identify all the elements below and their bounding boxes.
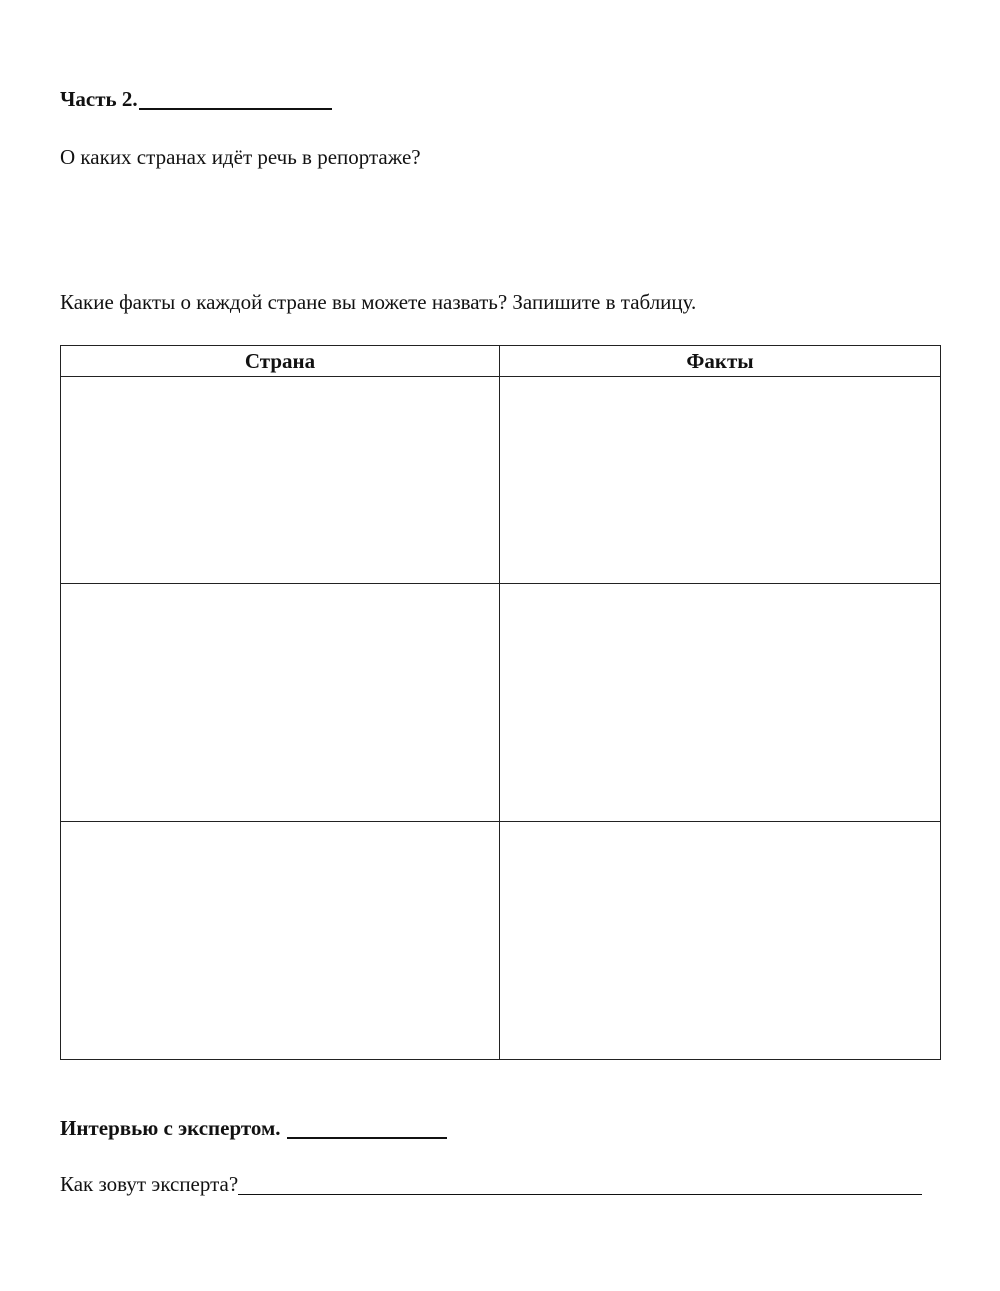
part-answer-blank[interactable]: [139, 107, 332, 110]
facts-table: [60, 345, 941, 1060]
facts-cell[interactable]: [500, 584, 941, 822]
part-heading: [60, 87, 332, 112]
expert-name-blank[interactable]: [238, 1193, 922, 1195]
expert-question-line: [60, 1172, 922, 1197]
interview-heading: [60, 1116, 447, 1141]
facts-cell[interactable]: [500, 377, 941, 584]
facts-cell[interactable]: [500, 822, 941, 1060]
table-row: [61, 822, 941, 1060]
column-header-facts: Факты: [500, 346, 941, 377]
country-cell[interactable]: [61, 584, 500, 822]
table-header-row: [61, 346, 941, 377]
expert-question: Как зовут эксперта?: [60, 1172, 239, 1196]
country-cell[interactable]: [61, 822, 500, 1060]
table-row: [61, 584, 941, 822]
part-title: Часть 2.: [60, 87, 138, 111]
country-cell[interactable]: [61, 377, 500, 584]
table-row: [61, 377, 941, 584]
interview-answer-blank[interactable]: [287, 1136, 447, 1139]
countries-question: О каких странах идёт речь в репортаже?: [60, 145, 421, 169]
column-header-country: Страна: [61, 346, 500, 377]
facts-instruction: Какие факты о каждой стране вы можете назвать? Запишите в таблицу.: [60, 290, 697, 314]
interview-title: Интервью с экспертом.: [60, 1116, 281, 1140]
